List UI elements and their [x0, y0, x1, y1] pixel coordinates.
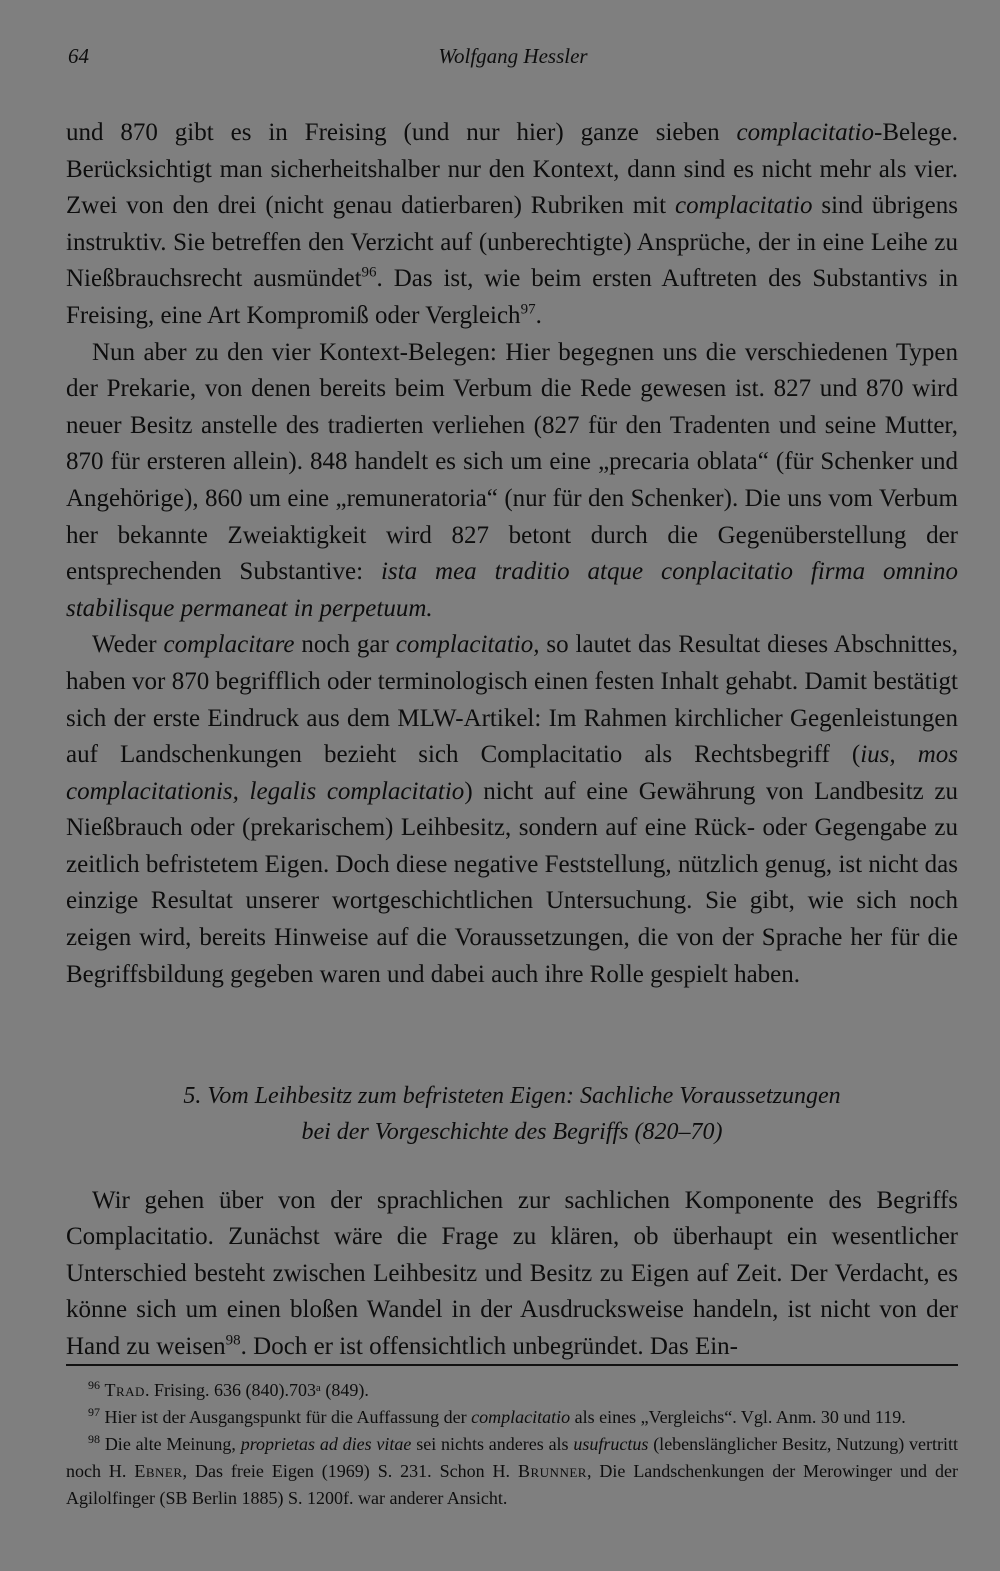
text-run: Nun aber zu den vier Kontext-Belegen: Hier begegnen uns die verschiedenen Typen der Prekarie, von denen bereits beim Verbum die Rede gewesen ist. 827 und 870 wird neuer Besitz anstelle des tradierten verliehen (827 für den Tradenten und seine Mutter, 870 für ersteren allein). 848 handelt es sich um eine „precaria oblata“ (für Schenker und Angehörige), 860 um eine „remuneratoria“ (nur für den Schenker). Die uns vom Verbum her bekannte Zweiaktigkeit wird 827 betont durch die Gegenüberstellung der entsprechenden Substantive: — [66, 338, 958, 586]
footnote-ref-98: 98 — [225, 1332, 241, 1349]
text-run: Die alte Meinung, — [104, 1434, 241, 1454]
text-run: und 870 gibt es in Freising (und nur hier) ganze sieben — [66, 119, 737, 146]
section-heading — [66, 1078, 958, 1150]
page-header — [68, 44, 958, 80]
small-caps-text: Trad — [104, 1380, 145, 1400]
italic-term: proprietas ad dies vitae — [240, 1434, 412, 1454]
text-run: , Das freie Eigen (1969) S. 231. Schon H. — [182, 1461, 518, 1481]
footnote-divider — [66, 1364, 958, 1366]
text-run: sind übrigens instruktiv. Sie betreffen den Verzicht auf (unberechtigte) Ansprüche, der in eine Leihe zu Nießbrauchsrecht ausmündet — [66, 192, 958, 293]
italic-term: complacitatio — [736, 119, 875, 146]
text-run: , Die Landschenkungen der Merowinger und der Agilolfinger (SB Berlin 1885) S. 1200f. war anderer Ansicht. — [66, 1461, 958, 1508]
text-run: ) nicht auf eine Gewährung von Landbesitz zu Nießbrauch oder (prekarischem) Leihbesitz, sondern auf eine Rück- oder Gegengabe zu zeitlich befristetem Eigen. Doch diese negative Feststellung, nützlich genug, ist nicht das einzige Resultat unserer wortgeschichtlichen Untersuchung. Sie gibt, wie sich noch zeigen wird, bereits Hinweise auf die Voraussetzungen, die von der Sprache her für die Begriffsbildung gegeben waren und dabei auch ihre Rolle gespielt haben. — [66, 777, 958, 988]
text-run: . Doch er ist offensichtlich unbegründet. Das Ein- — [240, 1332, 738, 1360]
paragraph-2 — [66, 335, 958, 628]
section-text — [66, 1183, 958, 1365]
footnote-number: 97 — [88, 1405, 100, 1419]
text-run: so lautet das Resultat dieses Abschnittes, haben vor 870 begrifflich oder terminologisch einen festen Inhalt gehabt. Damit bestätigt sich der erste Eindruck aus dem MLW-Artikel: Im Rahmen kirchlicher Gegenleistungen auf Landschenkungen bezieht sich Complacitatio als Rechtsbegriff ( — [66, 631, 958, 769]
text-run: Wir gehen über von der sprachlichen zur sachlichen Komponente des Begriffs Complacitatio. Zunächst wäre die Frage zu klären, ob überhaupt ein wesentlicher Unterschied besteht zwischen Leihbesitz und Besitz zu Eigen auf Zeit. Der Verdacht, es könne sich um einen bloßen Wandel in der Ausdrucksweise handeln, ist nicht von der Hand zu weisen — [66, 1187, 958, 1360]
italic-term: ius, mos complacitationis, legalis complacitatio — [66, 741, 958, 805]
italic-term: complacitatio — [471, 1407, 571, 1427]
text-run: Weder — [92, 631, 164, 659]
footnote-number: 96 — [88, 1378, 100, 1392]
footnote-number: 98 — [88, 1432, 100, 1446]
italic-term: complacitatio — [674, 192, 813, 220]
running-head: Wolfgang Hessler — [438, 44, 588, 68]
paragraph-3 — [66, 627, 958, 993]
italic-term: complacitatio, — [395, 631, 540, 659]
text-run: sei nichts anderes als — [411, 1434, 574, 1454]
small-caps-text: Brunner — [517, 1461, 587, 1481]
text-run: . — [535, 301, 542, 329]
section-heading-line-2: bei der Vorgeschichte des Begriffs (820–70) — [301, 1119, 723, 1145]
footnote-96 — [66, 1377, 958, 1404]
page-number: 64 — [68, 44, 89, 68]
text-run: (lebenslänglicher Besitz, Nutzung) vertritt noch H. — [66, 1434, 958, 1481]
footnote-97 — [66, 1404, 958, 1431]
main-text — [66, 115, 958, 993]
italic-quote: ista mea traditio atque conplacitatio firma omnino stabilisque permaneat in perpetuum. — [66, 558, 959, 622]
small-caps-text: Ebner — [134, 1461, 183, 1481]
text-run: -Belege. Berücksichtigt man sicherheitshalber nur den Kontext, dann sind es nicht mehr als vier. Zwei von den drei (nicht genau datierbaren) Rubriken mit — [66, 119, 958, 220]
footnotes — [66, 1377, 958, 1512]
text-run: . Frising. 636 (840).703ᵃ (849). — [144, 1380, 369, 1400]
text-run: als eines „Vergleichs“. Vgl. Anm. 30 und 119. — [570, 1407, 906, 1427]
text-run: noch gar — [294, 631, 396, 659]
section-paragraph — [66, 1183, 958, 1365]
italic-term: usufructus — [573, 1434, 649, 1454]
section-heading-line-1: 5. Vom Leihbesitz zum befristeten Eigen: Sachliche Voraussetzungen — [183, 1083, 841, 1109]
text-run: Hier ist der Ausgangspunkt für die Auffassung der — [104, 1407, 472, 1427]
italic-term: complacitare — [163, 631, 295, 659]
text-run: . Das ist, wie beim ersten Auftreten des Substantivs in Freising, eine Art Kompromiß oder Vergleich — [66, 265, 958, 329]
paragraph-1 — [66, 115, 958, 335]
footnote-ref-97: 97 — [520, 301, 536, 318]
footnote-ref-96: 96 — [361, 265, 377, 282]
footnote-98 — [66, 1431, 958, 1512]
